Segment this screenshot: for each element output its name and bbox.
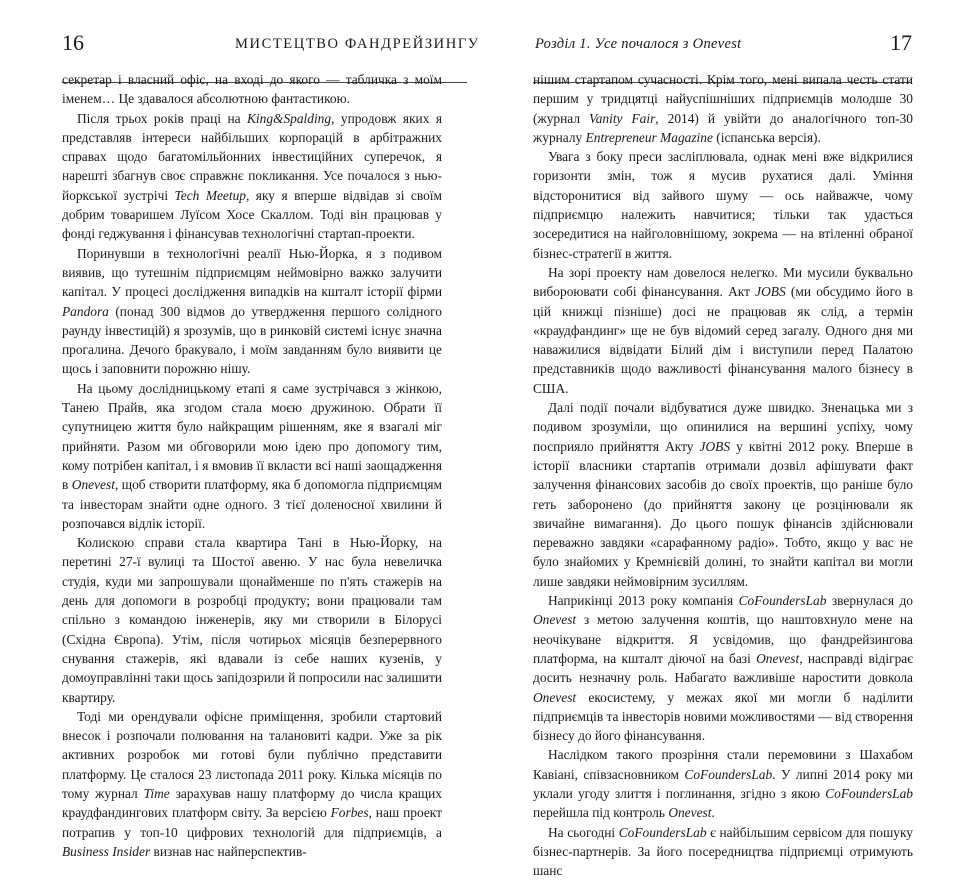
left-page <box>0 0 485 859</box>
italic-term: Business Insider <box>62 843 151 859</box>
paragraph <box>533 263 913 398</box>
right-running-title: Розділ 1. Усе почалося з Onevest <box>535 36 742 52</box>
text-run: визнав нас найперспектив- <box>150 843 307 859</box>
right-page-header <box>485 30 970 56</box>
left-page-number: 16 <box>62 30 84 55</box>
text-run: (іспанська версія). <box>712 129 821 145</box>
text-run: , насправді відіграє досить незначну роль. Набагато важливіше наростити довкола <box>533 650 913 686</box>
italic-term: King&Spalding <box>247 110 332 126</box>
text-run: Наприкінці 2013 року компанія <box>548 593 739 609</box>
paragraph <box>62 109 442 244</box>
italic-term: CoFoundersLab <box>825 785 913 801</box>
paragraph <box>533 147 913 263</box>
text-run: (ми обсудимо його в цій книжці пізніше) досі не працював як слід, а термін «краудфандинг» ще не був відомий серед загалу. Одного дня ми наважилися відвідати Білий дім і виступили перед Палатою представників щодо важливості фінансування малого бізнесу в США. <box>533 284 913 396</box>
text-run: у квітні 2012 року. Вперше в історії власники стартапів отримали дозвіл афішувати факт залучення фінансових засобів до своїх проектів, що раніше було геть заборонено (до прийняття закону це розцінювали як звичайне вимагання). До цього пошук фінансів здійснювали переважно завдяки «сарафанному радіо». Тобто, якщо у вас не було знайомих у Кремнієвій долині, то знайти капітал ви могли лише завдяки неймовірним зусиллям. <box>533 438 913 589</box>
text-run: , упродовж яких я представляв інтереси найбільших корпорацій в арбітражних справах щодо багатомільйонних інвестиційних суперечок, я нарешті збагнув своє справжнє покликання. Усе почалося з нью-йоркської зустрічі <box>62 110 442 203</box>
italic-term: Time <box>143 785 170 801</box>
text-run: Увага з боку преси засліплювала, однак мені вже відкрилися горизонти змін, тож я мусив рухатися далі. Уміння відсторонитися від зайвого шуму — ось найважче, чому підприємцю належить навчитися; тільки так удасться зосередитися на найголовнішому, зокрема — на втіленні обраної бізнес-стратегії в життя. <box>533 149 913 261</box>
italic-term: JOBS <box>755 284 786 300</box>
text-run: зарахував нашу платформу до числа кращих краудфандингових платформ світу. За версією <box>62 785 442 821</box>
paragraph <box>62 244 442 379</box>
italic-term: Onevest <box>756 650 800 666</box>
italic-term: Forbes <box>330 805 369 821</box>
italic-term: Entrepreneur Magazine <box>585 129 713 145</box>
text-run: На сьогодні <box>548 824 619 840</box>
left-page-body <box>62 70 442 861</box>
text-run: Далі події почали відбуватися дуже швидко. Зненацька ми з подивом зрозуміли, що опинилися на вершині успіху, чому посприяло прийняття Акту <box>533 400 913 454</box>
text-run: , наш проект потрапив у топ-10 цифрових технологій для підприємців, а <box>62 805 442 840</box>
paragraph <box>62 707 442 861</box>
text-run: , яку я вперше відвідав зі своїм добрим товаришем Луїсом Хосе Скаллом. Тоді він працював у фонді геджування і фінансував технологічні стартап-проекти. <box>62 187 442 242</box>
paragraph-continued <box>62 70 442 109</box>
text-run: екосистему, у межах якої ми могли б наділити підприємців та інвесторів новими можливостями — від створення бізнесу до його фінансування. <box>533 689 913 744</box>
italic-term: Onevest <box>533 612 577 628</box>
italic-term: Pandora <box>62 303 109 319</box>
text-run: секретар і власний офіс, на вході до якого — табличка з моїм іменем… Це здавалося абсолютною фантастикою. <box>62 72 442 107</box>
text-run: Колискою справи стала квартира Тані в Нью-Йорку, на перетині 27-ї вулиці та Шостої авеню. У нас була невеличка студія, куди ми запрошували щонайменше по п'ять стажерів на день для допомоги в розробці продукту; вони працювали там спільно з командою інженерів, яку ми створили в Білорусі (Східна Європа). Утім, після чотирьох місяців безперервного снування стажерів, які вдавали із себе наших кузенів, у домоуправлінні таки щось запідозрили й попросили нас залишити квартиру. <box>62 535 442 705</box>
right-page <box>485 0 970 879</box>
italic-term: Tech Meetup <box>174 187 246 203</box>
paragraph <box>533 745 913 822</box>
right-page-number: 17 <box>890 30 912 55</box>
right-page-body <box>533 70 913 880</box>
text-run: , щоб створити платформу, яка б допомогла підприємцям та інвесторам знайти одне одного. З тієї доленосної хвилини й розпочався відлік історії. <box>62 477 442 531</box>
text-run: нішим стартапом сучасності. Крім того, мені випала честь стати першим у тридцятці найуспішніших підприємців молодше 30 (журнал <box>533 72 913 126</box>
text-run: Тоді ми орендували офісне приміщення, зробили стартовий внесок і розпочали полювання на талановиті кадри. Уже за рік активних розробок ми готові були публічно представити платформу. Це сталося 23 листопада 2011 року. Кілька місяців по тому журнал <box>62 708 442 801</box>
italic-term: Onevest <box>668 805 712 821</box>
italic-term: CoFoundersLab <box>618 824 707 840</box>
paragraph <box>62 379 442 533</box>
italic-term: Onevest <box>71 477 115 493</box>
text-run: Після трьох років праці на <box>77 110 247 126</box>
text-run: з метою залучення коштів, що наштовхнуло мене на неочікуване відкриття. Я усвідомив, що фандрейзингова платформа, на кшталт діючої на базі <box>533 612 913 666</box>
text-run: На зорі проекту нам довелося нелегко. Ми мусили буквально вибороювати собі фінансування. Акт <box>533 264 913 300</box>
paragraph <box>533 398 913 591</box>
text-run: перейшла під контроль <box>533 805 669 821</box>
italic-term: JOBS <box>699 438 731 454</box>
text-run: Поринувши в технологічні реалії Нью-Йорка, я з подивом виявив, що тутешнім підприємцям неймовірно важко залучити капітал. У процесі дослідження випадків на кшталт історії фірми <box>62 245 442 300</box>
text-run: . <box>711 805 715 821</box>
italic-term: CoFoundersLab <box>684 766 773 782</box>
text-run: , 2014) й увійти до аналогічного топ-30 журналу <box>533 110 914 145</box>
left-running-title: МИСТЕЦТВО ФАНДРЕЙЗИНГУ <box>235 36 480 52</box>
italic-term: Onevest <box>533 689 577 705</box>
text-run: Наслідком такого прозріння стали перемовини з Шахабом Кавіані, співзасновником <box>533 747 913 782</box>
italic-term: Vanity Fair <box>589 110 656 126</box>
paragraph <box>62 533 442 707</box>
left-page-header <box>0 30 485 56</box>
paragraph <box>533 591 913 745</box>
text-run: звернулася до <box>826 593 913 609</box>
paragraph-continued <box>533 70 913 147</box>
text-run: є найбільшим сервісом для пошуку бізнес-партнерів. За його посередництва підприємці отримують шанс <box>533 824 913 879</box>
text-run: (понад 300 відмов до утвердження першого солідного раунду інвестицій) я зрозумів, що в ринковій системі існує значна прогалина. Дечого бракувало, і моїм завданням було виявити це щось і заповнити порожню нішу. <box>62 303 442 377</box>
italic-term: CoFoundersLab <box>738 593 827 609</box>
text-run: . У липні 2014 року ми уклали угоду злиття і поглинання, згідно з якою <box>533 766 913 801</box>
paragraph <box>533 823 913 880</box>
text-run: На цьому дослідницькому етапі я саме зустрічався з жінкою, Танею Прайв, яка згодом стала моєю дружиною. Обрати її супутницею життя було найкращим рішенням, яке я взагалі міг прийняти. Разом ми обговорили мою ідею про допомогу тим, кому потрібен капітал, і я вмовив її вкласти всі наші заощадження в <box>62 380 442 493</box>
